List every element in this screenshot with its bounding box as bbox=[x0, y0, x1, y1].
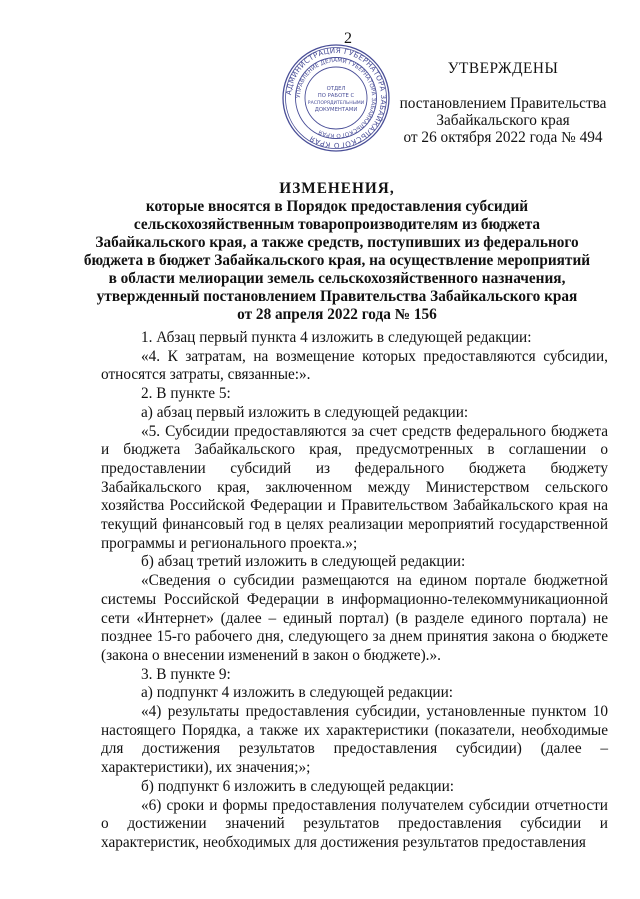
document-subtitle-line: бюджета в бюджет Забайкальского края, на осуществление мероприятий bbox=[83, 252, 591, 269]
approval-line: Забайкальского края bbox=[436, 112, 570, 129]
approval-title: УТВЕРЖДЕНЫ bbox=[447, 60, 559, 77]
document-subtitle-line: которые вносятся в Порядок предоставления субсидий bbox=[145, 198, 529, 215]
stamp-center-line: ДОКУМЕНТАМИ bbox=[314, 107, 358, 113]
document-subtitle-line: Забайкальского края, а также средств, поступивших из федерального bbox=[95, 234, 579, 251]
body-paragraph: а) подпункт 4 изложить в следующей редакции: bbox=[141, 684, 454, 702]
approval-line: от 26 октября 2022 года № 494 bbox=[403, 129, 603, 146]
stamp-ring-text: АДМИНИСТРАЦИЯ ГУБЕРНАТОРА ЗАБАЙКАЛЬСКОГО КРАЯ bbox=[284, 45, 389, 151]
body-paragraph: «Сведения о субсидии размещаются на едином портале бюджетной системы Российской Федерации в информационно-телекоммуникационной сети «Интернет» (далее – единый портал) (в разделе единого портала) не позднее 15-го рабочего дня, следующего за днем принятия закона о бюджете (закона о внесении изменений в закон о бюджете).». bbox=[101, 572, 608, 664]
stamp-center-line: ПО РАБОТЕ С bbox=[317, 93, 355, 99]
document-subtitle-line: утвержденный постановлением Правительства Забайкальского края bbox=[96, 288, 578, 305]
stamp-center-line: ОТДЕЛ bbox=[326, 86, 346, 92]
body-paragraph: б) подпункт 6 изложить в следующей редакции: bbox=[141, 777, 455, 795]
stamp-center-line: РАСПОРЯДИТЕЛЬНЫМИ bbox=[307, 101, 365, 106]
approval-block bbox=[378, 60, 628, 146]
body-paragraph: б) абзац третий изложить в следующей редакции: bbox=[141, 553, 466, 571]
body-paragraph: «6) сроки и формы предоставления получателем субсидии отчетности о достижении значений результатов предоставления субсидии и характеристик, необходимых для достижения результатов предоставления bbox=[101, 796, 608, 851]
body-paragraph: 2. В пункте 5: bbox=[141, 385, 231, 403]
body-paragraph: «4. К затратам, на возмещение которых предоставляются субсидии, относятся затраты, связанные:». bbox=[101, 347, 608, 384]
document-heading: ИЗМЕНЕНИЯ, bbox=[279, 180, 395, 197]
body-paragraph: 3. В пункте 9: bbox=[141, 665, 231, 683]
document-body bbox=[101, 329, 608, 853]
body-paragraph: а) абзац первый изложить в следующей редакции: bbox=[141, 403, 469, 421]
approval-line: постановлением Правительства bbox=[399, 95, 607, 112]
body-paragraph: 1. Абзац первый пункта 4 изложить в следующей редакции: bbox=[141, 329, 532, 346]
stamp-inner-ring-text: УПРАВЛЕНИЕ ДЕЛАМИ ГУБЕРНАТОРА ЗАБАЙКАЛЬСКОГО КРАЯ bbox=[295, 57, 377, 139]
document-subtitle-line: от 28 апреля 2022 года № 156 bbox=[237, 306, 437, 323]
document-subtitle-line: в области мелиорации земель сельскохозяйственного назначения, bbox=[108, 270, 566, 287]
document-subtitle-line: сельскохозяйственным товаропроизводителям из бюджета bbox=[133, 216, 541, 233]
official-stamp bbox=[281, 43, 391, 153]
document-title bbox=[56, 180, 618, 324]
page-number: 2 bbox=[344, 30, 352, 47]
body-paragraph: «4) результаты предоставления субсидии, установленные пунктом 10 настоящего Порядка, а также их характеристики (показатели, необходимые для достижения результатов предоставления субсидии) (далее – характеристики), их значения;»; bbox=[101, 703, 608, 777]
body-paragraph: «5. Субсидии предоставляются за счет средств федерального бюджета и бюджета Забайкальского края, предусмотренных в соглашении о предоставлении субсидий из федерального бюджета бюджету Забайкальского края, заключенном между Министерством сельского хозяйства Российской Федерации и Правительством Забайкальского края на текущий финансовый год в целях реализации мероприятий государственной программы и регионального проекта.»; bbox=[101, 422, 608, 552]
